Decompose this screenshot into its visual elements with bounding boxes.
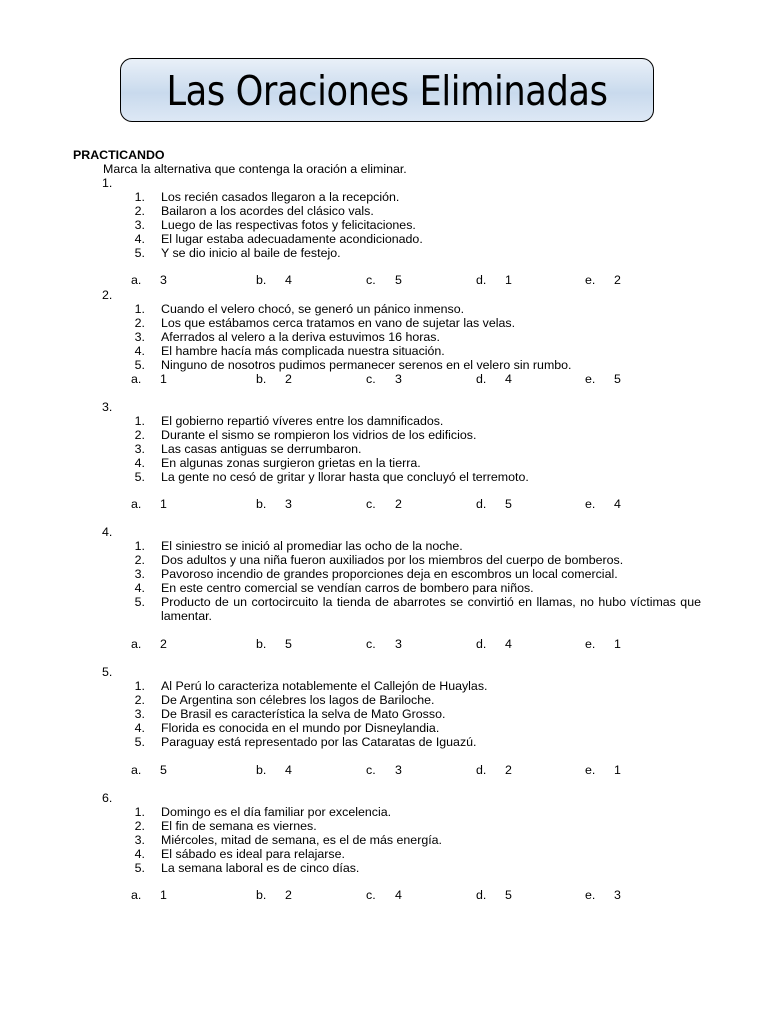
sentence-text: Ninguno de nosotros pudimos permanecer serenos en el velero sin rumbo. bbox=[161, 358, 572, 372]
sentence-text: Los recién casados llegaron a la recepción. bbox=[161, 190, 400, 204]
sentence-number: 5. bbox=[134, 595, 145, 609]
question-number: 6. bbox=[102, 791, 113, 805]
option-letter: e. bbox=[585, 372, 596, 386]
option-letter: e. bbox=[585, 888, 596, 902]
option-value: 3 bbox=[395, 637, 402, 651]
option-letter: a. bbox=[131, 763, 142, 777]
sentence-number: 4. bbox=[134, 721, 145, 735]
sentence-text: El sábado es ideal para relajarse. bbox=[161, 847, 345, 861]
sentence-number: 5. bbox=[134, 470, 145, 484]
sentence-text: Miércoles, mitad de semana, es el de más energía. bbox=[161, 833, 442, 847]
option-letter: e. bbox=[585, 273, 596, 287]
option-letter: b. bbox=[256, 497, 267, 511]
sentence-number: 3. bbox=[134, 707, 145, 721]
option-value: 2 bbox=[395, 497, 402, 511]
option-value: 2 bbox=[160, 637, 167, 651]
option-value: 2 bbox=[285, 372, 292, 386]
question-number: 3. bbox=[102, 400, 113, 414]
sentence-number: 1. bbox=[134, 190, 145, 204]
page-title: Las Oraciones Eliminadas bbox=[166, 67, 608, 115]
sentence-number: 3. bbox=[134, 218, 145, 232]
sentence-number: 5. bbox=[134, 358, 145, 372]
sentence-text: Pavoroso incendio de grandes proporciones deja en escombros un local comercial. bbox=[161, 567, 618, 581]
title-banner bbox=[120, 58, 654, 122]
sentence-text: Durante el sismo se rompieron los vidrios de los edificios. bbox=[161, 428, 477, 442]
option-letter: e. bbox=[585, 763, 596, 777]
option-letter: c. bbox=[366, 637, 376, 651]
sentence-number: 2. bbox=[134, 316, 145, 330]
option-value: 5 bbox=[614, 372, 621, 386]
option-value: 5 bbox=[395, 273, 402, 287]
option-letter: a. bbox=[131, 273, 142, 287]
option-value: 5 bbox=[505, 888, 512, 902]
question-number: 1. bbox=[102, 176, 113, 190]
option-value: 4 bbox=[285, 763, 292, 777]
option-letter: c. bbox=[366, 372, 376, 386]
option-value: 4 bbox=[285, 273, 292, 287]
option-letter: d. bbox=[476, 372, 487, 386]
sentence-text: El gobierno repartió víveres entre los damnificados. bbox=[161, 414, 444, 428]
option-value: 4 bbox=[505, 637, 512, 651]
sentence-text: Aferrados al velero a la deriva estuvimos 16 horas. bbox=[161, 330, 440, 344]
option-value: 4 bbox=[614, 497, 621, 511]
sentence-number: 2. bbox=[134, 819, 145, 833]
option-value: 4 bbox=[395, 888, 402, 902]
sentence-text: Y se dio inicio al baile de festejo. bbox=[161, 246, 341, 260]
sentence-number: 4. bbox=[134, 581, 145, 595]
instruction-text: Marca la alternativa que contenga la oración a eliminar. bbox=[103, 162, 407, 176]
sentence-number: 1. bbox=[134, 414, 145, 428]
option-letter: e. bbox=[585, 637, 596, 651]
option-value: 1 bbox=[160, 497, 167, 511]
sentence-text: Las casas antiguas se derrumbaron. bbox=[161, 442, 362, 456]
sentence-text: El fin de semana es viernes. bbox=[161, 819, 317, 833]
option-letter: c. bbox=[366, 497, 376, 511]
option-letter: d. bbox=[476, 273, 487, 287]
sentence-text: De Argentina son célebres los lagos de Bariloche. bbox=[161, 693, 435, 707]
sentence-number: 2. bbox=[134, 428, 145, 442]
option-value: 2 bbox=[505, 763, 512, 777]
option-letter: a. bbox=[131, 372, 142, 386]
sentence-text: El hambre hacía más complicada nuestra situación. bbox=[161, 344, 445, 358]
sentence-number: 5. bbox=[134, 861, 145, 875]
question-number: 5. bbox=[102, 665, 113, 679]
sentence-number: 4. bbox=[134, 456, 145, 470]
sentence-number: 3. bbox=[134, 442, 145, 456]
sentence-number: 5. bbox=[134, 246, 145, 260]
sentence-text: Florida es conocida en el mundo por Disneylandia. bbox=[161, 721, 440, 735]
option-value: 5 bbox=[285, 637, 292, 651]
sentence-text: Al Perú lo caracteriza notablemente el Callejón de Huaylas. bbox=[161, 679, 488, 693]
sentence-number: 3. bbox=[134, 833, 145, 847]
sentence-number: 2. bbox=[134, 204, 145, 218]
option-value: 5 bbox=[160, 763, 167, 777]
option-value: 3 bbox=[614, 888, 621, 902]
option-letter: c. bbox=[366, 763, 376, 777]
option-letter: e. bbox=[585, 497, 596, 511]
sentence-text: De Brasil es característica la selva de Mato Grosso. bbox=[161, 707, 446, 721]
sentence-text: El lugar estaba adecuadamente acondicionado. bbox=[161, 232, 423, 246]
option-value: 1 bbox=[505, 273, 512, 287]
option-value: 5 bbox=[505, 497, 512, 511]
option-letter: c. bbox=[366, 273, 376, 287]
option-letter: b. bbox=[256, 273, 267, 287]
option-letter: b. bbox=[256, 763, 267, 777]
sentence-number: 2. bbox=[134, 693, 145, 707]
sentence-text: La semana laboral es de cinco días. bbox=[161, 861, 360, 875]
sentence-text: Los que estábamos cerca tratamos en vano de sujetar las velas. bbox=[161, 316, 516, 330]
sentence-number: 4. bbox=[134, 344, 145, 358]
sentence-number: 4. bbox=[134, 847, 145, 861]
option-value: 1 bbox=[614, 637, 621, 651]
sentence-text: Domingo es el día familiar por excelencia. bbox=[161, 805, 392, 819]
sentence-text: Luego de las respectivas fotos y felicitaciones. bbox=[161, 218, 416, 232]
option-letter: c. bbox=[366, 888, 376, 902]
question-number: 4. bbox=[102, 525, 113, 539]
sentence-number: 5. bbox=[134, 735, 145, 749]
sentence-number: 3. bbox=[134, 567, 145, 581]
option-letter: d. bbox=[476, 497, 487, 511]
sentence-text: Paraguay está representado por las Cataratas de Iguazú. bbox=[161, 735, 477, 749]
section-heading: PRACTICANDO bbox=[73, 148, 165, 162]
option-value: 1 bbox=[614, 763, 621, 777]
sentence-number: 1. bbox=[134, 539, 145, 553]
question-number: 2. bbox=[102, 288, 113, 302]
option-letter: d. bbox=[476, 763, 487, 777]
sentence-number: 1. bbox=[134, 805, 145, 819]
option-letter: d. bbox=[476, 637, 487, 651]
sentence-number: 1. bbox=[134, 679, 145, 693]
sentence-text: En algunas zonas surgieron grietas en la tierra. bbox=[161, 456, 421, 470]
sentence-number: 1. bbox=[134, 302, 145, 316]
option-letter: b. bbox=[256, 372, 267, 386]
option-letter: a. bbox=[131, 637, 142, 651]
sentence-number: 4. bbox=[134, 232, 145, 246]
option-value: 1 bbox=[160, 372, 167, 386]
sentence-text: La gente no cesó de gritar y llorar hasta que concluyó el terremoto. bbox=[161, 470, 529, 484]
option-value: 3 bbox=[160, 273, 167, 287]
sentence-number: 2. bbox=[134, 553, 145, 567]
option-letter: b. bbox=[256, 637, 267, 651]
sentence-text: Cuando el velero chocó, se generó un pánico inmenso. bbox=[161, 302, 465, 316]
option-value: 3 bbox=[395, 763, 402, 777]
option-letter: d. bbox=[476, 888, 487, 902]
option-value: 4 bbox=[505, 372, 512, 386]
option-value: 3 bbox=[285, 497, 292, 511]
sentence-text: El siniestro se inició al promediar las ocho de la noche. bbox=[161, 539, 463, 553]
option-letter: a. bbox=[131, 497, 142, 511]
sentence-text: Producto de un cortocircuito la tienda de abarrotes se convirtió en llamas, no hubo víctimas que lamentar. bbox=[161, 595, 701, 623]
option-letter: b. bbox=[256, 888, 267, 902]
option-letter: a. bbox=[131, 888, 142, 902]
sentence-number: 3. bbox=[134, 330, 145, 344]
sentence-text: Bailaron a los acordes del clásico vals. bbox=[161, 204, 374, 218]
option-value: 3 bbox=[395, 372, 402, 386]
sentence-text: En este centro comercial se vendían carros de bombero para niños. bbox=[161, 581, 534, 595]
option-value: 1 bbox=[160, 888, 167, 902]
option-value: 2 bbox=[285, 888, 292, 902]
sentence-text: Dos adultos y una niña fueron auxiliados por los miembros del cuerpo de bomberos. bbox=[161, 553, 624, 567]
option-value: 2 bbox=[614, 273, 621, 287]
